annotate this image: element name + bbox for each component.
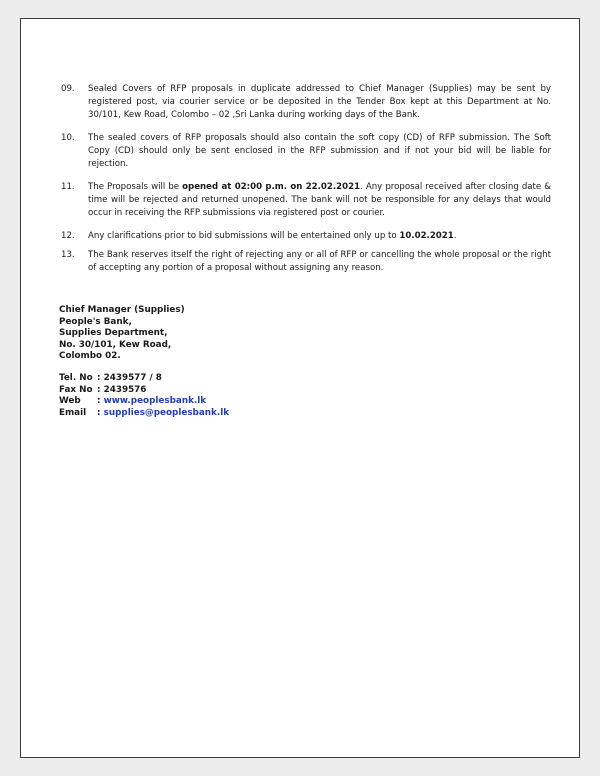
tel-row <box>59 373 229 385</box>
item-text: The sealed covers of RFP proposals should also contain the soft copy (CD) of RFP submission. The Soft Copy (CD) should only be sent enclosed in the RFP submission and if not your bid will be liable for rejection. <box>88 133 551 169</box>
tel-label: Tel. No <box>59 373 93 383</box>
contact-block <box>59 373 229 419</box>
fax-value: : 2439576 <box>97 384 147 395</box>
email-label: Email <box>59 407 87 418</box>
item-text: The Bank reserves itself the right of rejecting any or all of RFP or cancelling the whole proposal or the right of accepting any portion of a proposal without assigning any reason. <box>88 250 551 273</box>
list-item <box>61 249 551 275</box>
web-row <box>59 396 229 408</box>
item-number: 10. <box>61 133 75 143</box>
instruction-list <box>61 83 551 285</box>
address-line: Chief Manager (Supplies) <box>59 305 185 315</box>
list-item <box>61 230 551 243</box>
item-number: 09. <box>61 84 75 94</box>
item-text-part: The Proposals will be <box>88 182 183 192</box>
list-item <box>61 181 551 220</box>
web-label: Web <box>59 396 81 406</box>
tel-value: : 2439577 / 8 <box>97 373 162 383</box>
item-text-bold: opened at 02:00 p.m. on 22.02.2021 <box>182 182 361 192</box>
website-link[interactable]: www.peoplesbank.lk <box>103 396 207 406</box>
list-item <box>61 83 551 122</box>
email-link[interactable]: supplies@peoplesbank.lk <box>103 407 230 418</box>
item-number: 13. <box>61 250 75 260</box>
address-line: Supplies Department, <box>59 328 168 338</box>
item-text: Sealed Covers of RFP proposals in duplicate addressed to Chief Manager (Supplies) may be sent by registered post, via courier service or be deposited in the Tender Box kept at this Department at No. 30/101, Kew Road, Colombo – 02 ,Sri Lanka during working days of the Bank. <box>88 84 551 120</box>
email-row <box>59 408 229 420</box>
address-line: Colombo 02. <box>59 351 121 361</box>
item-text-bold: 10.02.2021 <box>399 231 454 241</box>
item-text-part: . <box>453 231 457 241</box>
email-separator: : <box>97 407 101 418</box>
item-text <box>88 181 551 220</box>
list-item <box>61 132 551 171</box>
web-separator: : <box>97 396 101 406</box>
item-number: 11. <box>61 182 75 192</box>
item-text-part: . Any proposal received after closing date & time will be rejected and returned unopened. The bank will not be responsible for any delays that would occur in receiving the RFP submissions via registered post or courier. <box>88 182 551 218</box>
address-block <box>59 305 185 363</box>
fax-label: Fax No <box>59 384 93 395</box>
fax-row <box>59 385 229 397</box>
address-line: No. 30/101, Kew Road, <box>59 339 172 350</box>
item-text <box>88 230 551 243</box>
item-number: 12. <box>61 231 75 241</box>
document-page <box>20 18 580 758</box>
item-text-part: Any clarifications prior to bid submissions will be entertained only up to <box>88 231 400 241</box>
address-line: People's Bank, <box>59 316 132 327</box>
